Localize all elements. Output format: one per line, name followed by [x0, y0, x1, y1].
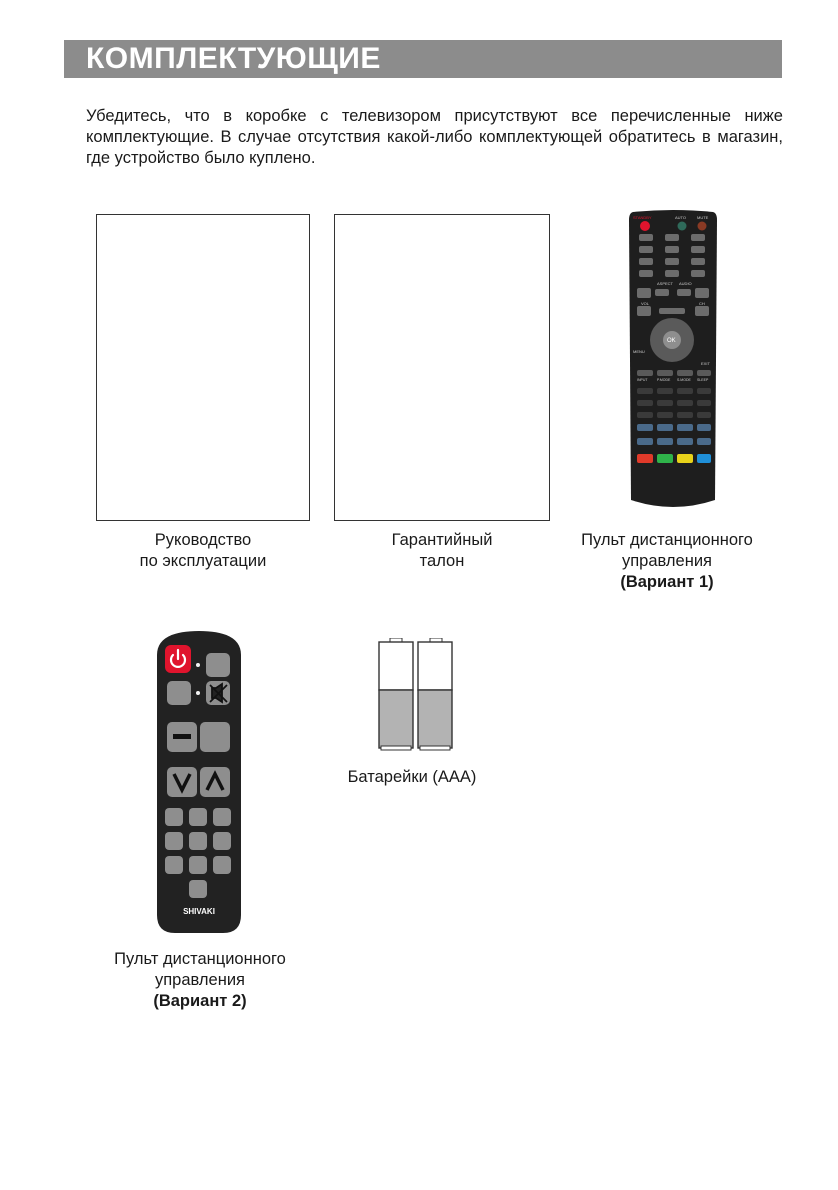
remote2-caption-variant: (Вариант 2): [153, 992, 247, 1010]
power-button[interactable]: [640, 221, 650, 231]
section-title: КОМПЛЕКТУЮЩИЕ: [86, 42, 381, 75]
red-key[interactable]: [637, 454, 653, 463]
ch-label: CH: [699, 301, 705, 306]
blue-key[interactable]: [697, 454, 711, 463]
remote1-caption-line2: управления: [622, 552, 712, 570]
vol-up-button[interactable]: [200, 722, 230, 752]
battery-right: [418, 638, 452, 750]
warranty-caption: [334, 530, 550, 572]
green-key[interactable]: [657, 454, 673, 463]
exit-label: EXIT: [701, 361, 710, 366]
aspect-button[interactable]: [655, 289, 669, 296]
manual-caption-line1: Руководство: [154, 531, 252, 549]
indicator-dot: [196, 663, 200, 667]
remote1-caption-variant: (Вариант 1): [620, 573, 714, 591]
manual-caption-line2: по эксплуатации: [139, 552, 267, 570]
center-key[interactable]: [659, 308, 685, 314]
auto-button[interactable]: [678, 222, 687, 231]
batteries-image: [378, 638, 458, 752]
remote2-caption: [100, 949, 300, 1012]
audio-button[interactable]: [677, 289, 691, 296]
standby-label: STANDBY: [633, 215, 652, 220]
ch-down-button[interactable]: [695, 306, 709, 316]
brand-logo: SHIVAKI: [183, 907, 215, 916]
remote-2-image: [153, 631, 245, 933]
warranty-caption-line2: талон: [419, 552, 465, 570]
battery-left: [379, 638, 413, 750]
yellow-key[interactable]: [677, 454, 693, 463]
smode-label: S.MODE: [677, 378, 691, 382]
warranty-image: [334, 214, 550, 521]
key-blank-button[interactable]: [167, 681, 191, 705]
batteries-caption: [330, 767, 494, 788]
manual-image: [96, 214, 310, 521]
sleep-label: SLEEP: [697, 378, 709, 382]
ch-up-button[interactable]: [695, 288, 709, 298]
aspect-label: ASPECT: [657, 281, 674, 286]
vol-up-button[interactable]: [637, 288, 651, 298]
menu-label: MENU: [633, 349, 645, 354]
batteries-caption-label: Батарейки (ААА): [347, 768, 477, 786]
indicator-dot-2: [196, 691, 200, 695]
warranty-caption-line1: Гарантийный: [391, 531, 493, 549]
pmode-label: P.MODE: [657, 378, 671, 382]
remote1-caption-line1: Пульт дистанционного: [581, 531, 753, 549]
auto-label: AUTO: [675, 215, 687, 220]
ok-label: OK: [667, 338, 676, 344]
section-header: [64, 40, 782, 78]
mute-button[interactable]: [698, 222, 707, 231]
minus-icon: [173, 734, 191, 739]
audio-label: AUDIO: [679, 281, 692, 286]
vol-label: VOL: [641, 301, 650, 306]
source-button[interactable]: [206, 653, 230, 677]
input-label: INPUT: [637, 378, 648, 382]
remote-1-image: [627, 210, 719, 512]
intro-paragraph: Убедитесь, что в коробке с телевизором присутствуют все перечисленные ниже комплектующие. В случае отсутствия какой-либо комплектующей обратитесь в магазин, где устройство было куплено.: [86, 107, 783, 167]
mute-label: MUTE: [697, 215, 709, 220]
manual-caption: [96, 530, 310, 572]
vol-down-button[interactable]: [637, 306, 651, 316]
remote1-caption: [566, 530, 768, 593]
remote2-caption-line2: управления: [155, 971, 245, 989]
remote2-caption-line1: Пульт дистанционного: [114, 950, 286, 968]
